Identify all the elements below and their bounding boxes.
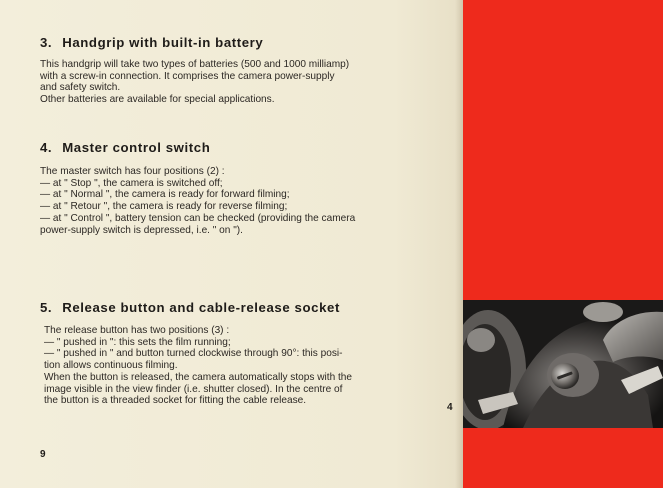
text-line: The release button has two positions (3) : xyxy=(44,325,230,336)
text-line: — at " Normal ", the camera is ready for forward filming; xyxy=(40,189,290,201)
text-line: the button is a threaded socket for fitting the cable release. xyxy=(44,395,307,407)
text-line: with a screw-in connection. It comprises the camera power-supply xyxy=(40,70,335,82)
text-line: tion allows continuous filming. xyxy=(44,360,178,372)
section-4-title: Master control switch xyxy=(62,140,211,155)
text-line: This handgrip will take two types of batteries (500 and 1000 milliamp) xyxy=(40,59,350,70)
page-number: 9 xyxy=(40,449,46,460)
section-5-number: 5. xyxy=(40,300,53,315)
section-3-title: Handgrip with built-in battery xyxy=(62,35,264,50)
figure-number: 4 xyxy=(447,402,453,413)
section-5-title: Release button and cable-release socket xyxy=(62,300,340,315)
text-line: — at " Control ", battery tension can be checked (providing the camera xyxy=(40,212,356,224)
text-line: — at " Retour ", the camera is ready for reverse filming; xyxy=(40,201,288,213)
section-4-text xyxy=(40,166,355,236)
section-5-text xyxy=(44,325,352,407)
section-3-text xyxy=(40,59,349,106)
camera-release-button-image xyxy=(463,300,663,428)
text-line: and safety switch. xyxy=(40,82,121,94)
text-line: — " pushed in ": this sets the film running; xyxy=(44,336,231,348)
text-line: image visible in the view finder (i.e. shutter closed). In the centre of xyxy=(44,383,343,395)
text-line: — at " Stop ", the camera is switched off; xyxy=(40,177,223,189)
section-5-heading xyxy=(40,300,340,315)
text-line: The master switch has four positions (2) : xyxy=(40,166,225,177)
text-line: power-supply switch is depressed, i.e. " on "). xyxy=(40,224,243,236)
section-3-heading xyxy=(40,35,263,50)
camera-photo xyxy=(463,300,663,428)
text-line: When the button is released, the camera automatically stops with the xyxy=(44,371,353,383)
section-4-number: 4. xyxy=(40,140,53,155)
text-line: Other batteries are available for special applications. xyxy=(40,94,275,106)
section-3-number: 3. xyxy=(40,35,53,50)
text-line: — " pushed in " and button turned clockwise through 90°: this posi- xyxy=(44,348,343,360)
section-4-heading xyxy=(40,140,210,155)
